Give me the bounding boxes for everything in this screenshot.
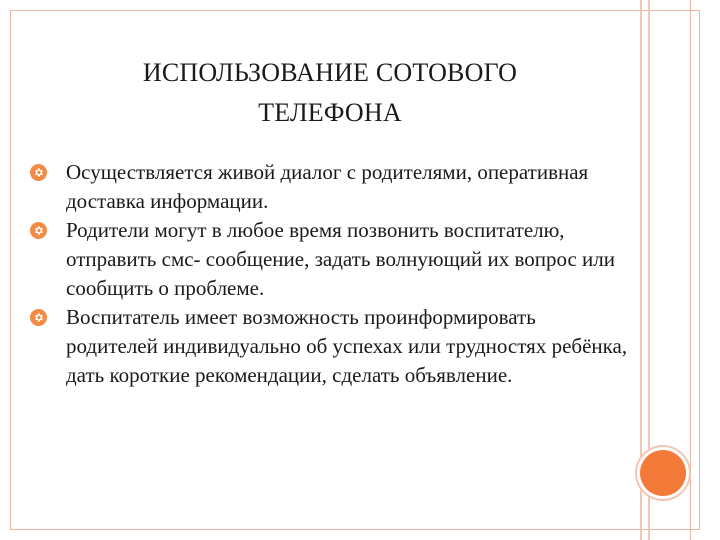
- decorative-rule: [690, 0, 691, 540]
- decorative-rule: [640, 0, 642, 540]
- bullet-text: Осуществляется живой диалог с родителями, оперативная доставка информации.: [66, 160, 589, 213]
- title-line-1: ИСПОЛЬЗОВАНИЕ СОТОВОГО: [142, 58, 518, 88]
- circle-icon: [640, 450, 686, 496]
- bullet-item: [30, 303, 630, 390]
- bullet-item: [30, 158, 630, 216]
- gear-icon: [30, 164, 47, 181]
- bullet-item: [30, 216, 630, 303]
- bullet-text: Воспитатель имеет возможность проинформировать родителей индивидуально об успехах или трудностях ребёнка, дать короткие рекомендации, сделать объявление.: [66, 305, 628, 387]
- slide-title: [60, 53, 600, 133]
- gear-icon: [30, 222, 47, 239]
- title-line-2: ТЕЛЕФОНА: [258, 98, 402, 128]
- bullet-text: Родители могут в любое время позвонить воспитателю, отправить смс- сообщение, задать волнующий их вопрос или сообщить о проблеме.: [66, 218, 616, 300]
- bullet-list: [30, 158, 630, 390]
- gear-icon: [30, 309, 47, 326]
